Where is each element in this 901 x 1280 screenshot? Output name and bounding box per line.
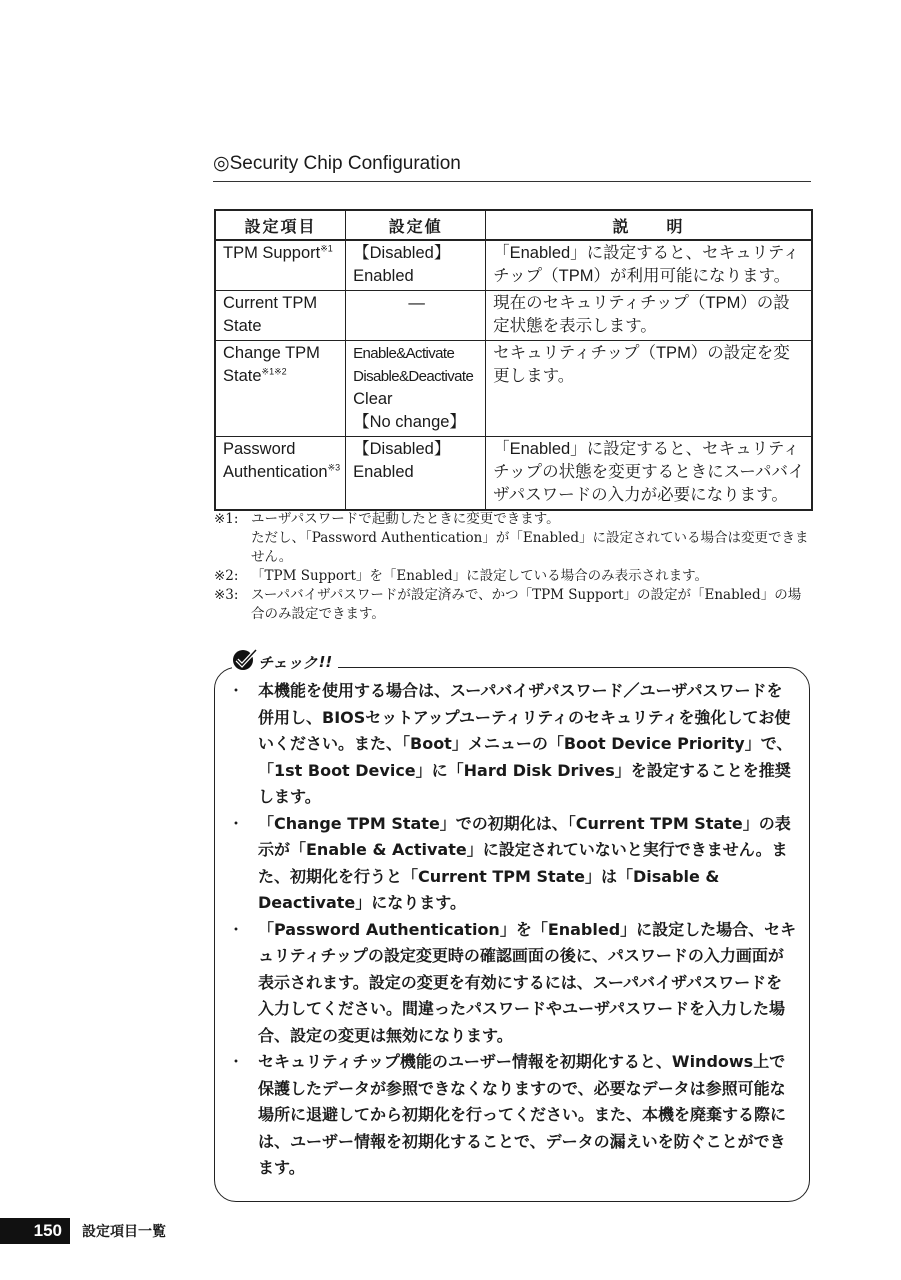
- exclamation-icon: !!: [318, 653, 333, 671]
- row-item: Password Authentication$^{※3}$: [215, 437, 346, 511]
- page-number: 150: [0, 1218, 70, 1244]
- header-description: 説 明: [486, 210, 812, 240]
- footnote: ※1: ユーザパスワードで起動したときに変更できます。: [214, 511, 560, 527]
- footnote: ※3: スーパバイザパスワードが設定済みで、かつ「TPM Support」の設定が「Enabled」の場合のみ設定できます。: [214, 587, 802, 622]
- list-item: ・ 本機能を使用する場合は、スーパバイザパスワード／ユーザパスワードを併用し、BIOSセットアップユーティリティのセキュリティを強化してお使いください。また、「Boot」メニューの「Boot Device Priority」で、「1st Boot Device」に「Hard Disk Drives」を設定することを推奨します。: [228, 681, 793, 806]
- table-row: [215, 341, 812, 437]
- check-label: チェック: [258, 653, 318, 672]
- table-header-row: [215, 210, 812, 240]
- table-row: [215, 291, 812, 341]
- section-title: ◎Security Chip Configuration: [213, 152, 811, 182]
- footnote-continuation: ただし、「Password Authentication」が「Enabled」に設定されている場合は変更できません。: [251, 530, 809, 565]
- header-item: 設定項目: [215, 210, 346, 240]
- row-item: Current TPM State: [215, 291, 346, 341]
- row-values: 【Disabled】 Enabled: [346, 240, 486, 291]
- table-row: [215, 437, 812, 511]
- row-description: セキュリティチップ（TPM）の設定を変更します。: [486, 341, 812, 437]
- header-value: 設定値: [346, 210, 486, 240]
- row-description: 「Enabled」に設定すると、セキュリティチップ（TPM）が利用可能になります。: [486, 240, 812, 291]
- row-description: 現在のセキュリティチップ（TPM）の設定状態を表示します。: [486, 291, 812, 341]
- settings-table: [214, 209, 813, 511]
- footnote: ※2: 「TPM Support」を「Enabled」に設定している場合のみ表示されます。: [214, 568, 709, 584]
- check-list: [228, 678, 798, 1182]
- row-item: Change TPM State$^{※1※2}$: [215, 341, 346, 437]
- row-description: 「Enabled」に設定すると、セキュリティチップの状態を変更するときにスーパバイザパスワードの入力が必要になります。: [486, 437, 812, 511]
- list-item: ・ 「Password Authentication」を「Enabled」に設定した場合、セキュリティチップの設定変更時の確認画面の後に、パスワードの入力画面が表示されます。設定の変更を有効にするには、スーパバイザパスワードを入力してください。間違ったパスワードやユーザパスワードを入力した場合、設定の変更は無効になります。: [228, 919, 797, 1045]
- check-heading: [232, 648, 338, 676]
- list-item: ・ 「Change TPM State」での初期化は、「Current TPM State」の表示が「Enable & Activate」に設定されていないと実行できません。また、初期化を行うと「Current TPM State」は「Disable & Deactivate」になります。: [228, 813, 791, 912]
- row-item: TPM Support$^{※1}$: [215, 240, 346, 291]
- row-values: 【Disabled】 Enabled: [346, 437, 486, 511]
- footer-label: 設定項目一覧: [82, 1224, 166, 1240]
- list-item: ・ セキュリティチップ機能のユーザー情報を初期化すると、Windows上で保護したデータが参照できなくなりますので、必要なデータは参照可能な場所に退避してから初期化を行ってください。また、本機を廃棄する際には、ユーザー情報を初期化することで、データの漏えいを防ぐことができます。: [228, 1052, 787, 1177]
- table-row: [215, 240, 812, 291]
- row-values: —: [346, 291, 486, 341]
- row-values: Enable&Activate Disable&Deactivate Clear 【No change】: [346, 341, 486, 437]
- footnotes: [214, 510, 814, 624]
- check-icon: [232, 648, 258, 676]
